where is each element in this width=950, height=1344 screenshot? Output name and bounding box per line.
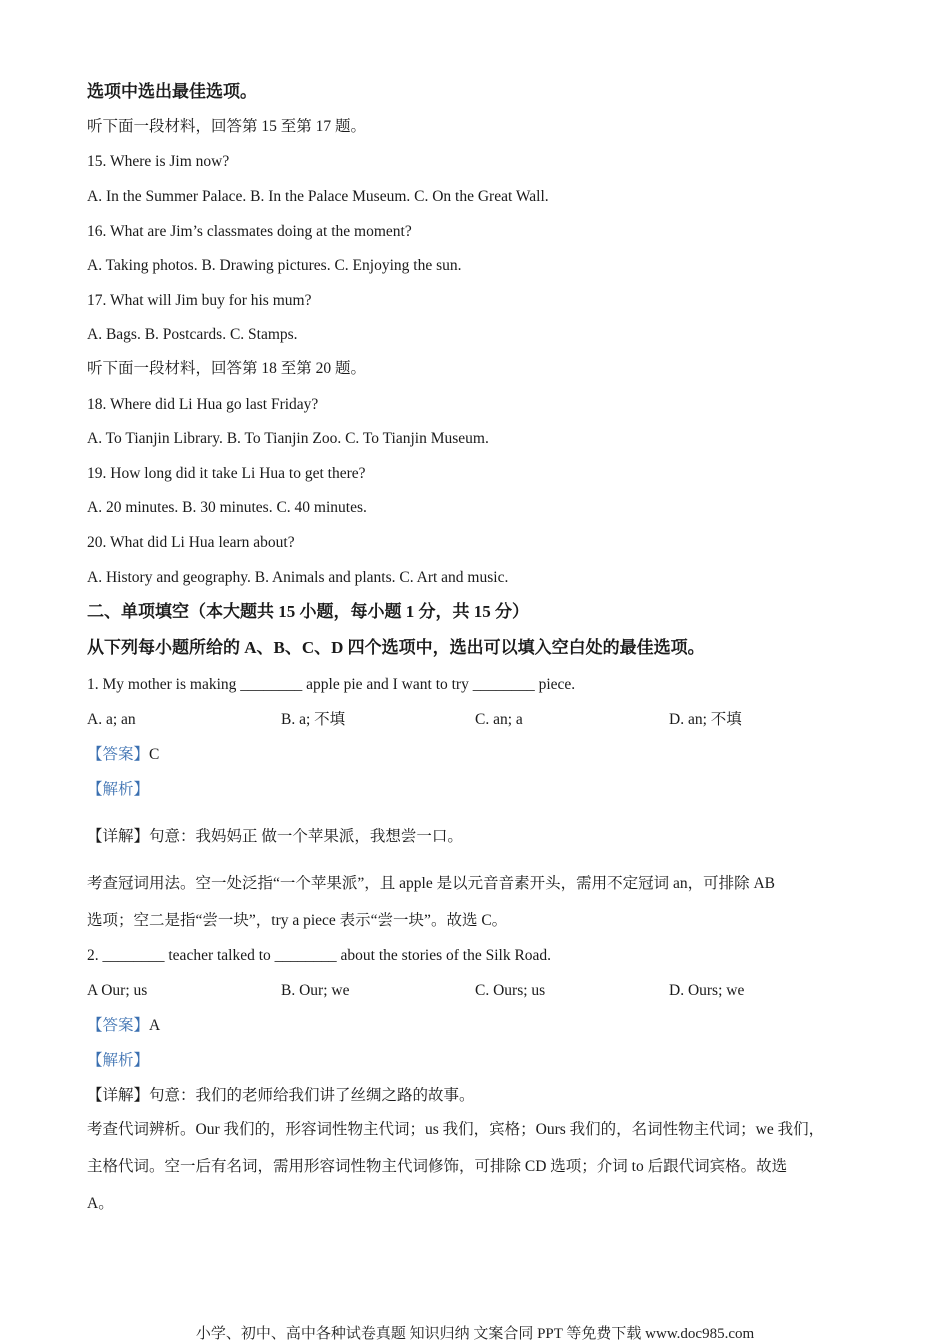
q2-option-d: D. Ours; we xyxy=(669,982,745,999)
question-18-options: A. To Tianjin Library. B. To Tianjin Zoo. C. To Tianjin Museum. xyxy=(87,430,489,447)
section-heading: 二、单项填空（本大题共 15 小题，每小题 1 分，共 15 分） xyxy=(87,602,529,621)
q2-explanation: 主格代词。空一后有名词，需用形容词性物主代词修饰，可排除 CD 选项；介词 to 后跟代词宾格。故选 xyxy=(87,1158,788,1175)
question-17-options: A. Bags. B. Postcards. C. Stamps. xyxy=(87,326,298,343)
q1-option-c: C. an; a xyxy=(475,711,523,728)
q1-detail: 【详解】句意：我妈妈正 做一个苹果派，我想尝一口。 xyxy=(87,828,463,845)
question-17: 17. What will Jim buy for his mum? xyxy=(87,292,312,309)
question-1: 1. My mother is making ________ apple pie and I want to try ________ piece. xyxy=(87,676,576,693)
instruction-text: 听下面一段材料，回答第 18 至第 20 题。 xyxy=(87,360,367,377)
q2-option-b: B. Our; we xyxy=(281,982,350,999)
q1-option-b: B. a; 不填 xyxy=(281,711,346,728)
question-20: 20. What did Li Hua learn about? xyxy=(87,534,295,551)
q2-option-a: A Our; us xyxy=(87,982,148,999)
page-footer: 小学、初中、高中各种试卷真题 知识归纳 文案合同 PPT 等免费下载 www.doc985.com xyxy=(195,1326,755,1342)
answer-label: 【答案】 xyxy=(87,1017,150,1034)
q1-option-a: A. a; an xyxy=(87,711,136,728)
question-15: 15. Where is Jim now? xyxy=(87,153,230,170)
q2-answer xyxy=(87,1016,160,1036)
section-heading: 选项中选出最佳选项。 xyxy=(87,82,257,101)
section-instruction: 从下列每小题所给的 A、B、C、D 四个选项中，选出可以填入空白处的最佳选项。 xyxy=(87,638,705,657)
question-2: 2. ________ teacher talked to ________ about the stories of the Silk Road. xyxy=(87,947,552,964)
q2-detail: 【详解】句意：我们的老师给我们讲了丝绸之路的故事。 xyxy=(87,1087,475,1104)
q1-explanation: 选项；空二是指“尝一块”，try a piece 表示“尝一块”。故选 C。 xyxy=(87,912,508,929)
q1-explanation: 考查冠词用法。空一处泛指“一个苹果派”，且 apple 是以元音音素开头，需用不定冠词 an，可排除 AB xyxy=(87,875,775,892)
question-18: 18. Where did Li Hua go last Friday? xyxy=(87,396,319,413)
q1-option-d: D. an; 不填 xyxy=(669,711,742,728)
question-15-options: A. In the Summer Palace. B. In the Palace Museum. C. On the Great Wall. xyxy=(87,188,549,205)
q2-explanation: 考查代词辨析。Our 我们的，形容词性物主代词；us 我们，宾格；Ours 我们的，名词性物主代词；we 我们， xyxy=(87,1121,825,1138)
answer-label: 【答案】 xyxy=(87,746,150,763)
question-16: 16. What are Jim’s classmates doing at the moment? xyxy=(87,223,412,240)
q1-answer xyxy=(87,745,159,765)
q2-option-c: C. Ours; us xyxy=(475,982,546,999)
instruction-text: 听下面一段材料，回答第 15 至第 17 题。 xyxy=(87,118,367,135)
question-20-options: A. History and geography. B. Animals and plants. C. Art and music. xyxy=(87,569,509,586)
answer-value: A xyxy=(149,1017,161,1034)
answer-value: C xyxy=(149,746,160,763)
q2-explanation: A。 xyxy=(87,1195,114,1212)
question-16-options: A. Taking photos. B. Drawing pictures. C. Enjoying the sun. xyxy=(87,257,462,274)
question-19-options: A. 20 minutes. B. 30 minutes. C. 40 minutes. xyxy=(87,499,367,516)
question-19: 19. How long did it take Li Hua to get there? xyxy=(87,465,366,482)
q1-analysis-label: 【解析】 xyxy=(87,781,150,798)
q2-analysis-label: 【解析】 xyxy=(87,1052,150,1069)
